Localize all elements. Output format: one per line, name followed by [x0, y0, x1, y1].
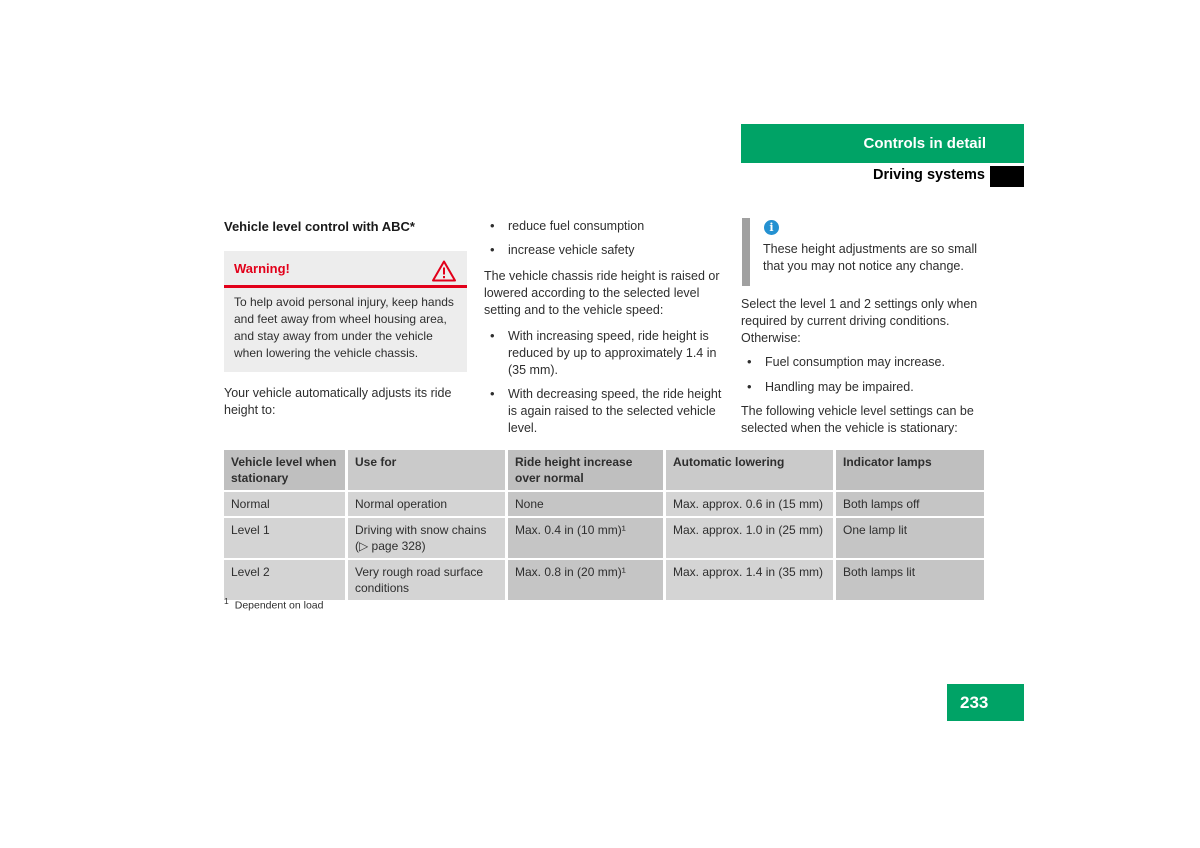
table-cell: Max. approx. 0.6 in (15 mm) — [666, 492, 833, 516]
header-black-tab — [990, 166, 1024, 187]
list-item-text: Handling may be impaired. — [765, 380, 914, 394]
table-cell: Normal — [224, 492, 345, 516]
warning-divider — [224, 285, 467, 288]
table-cell: Both lamps off — [836, 492, 984, 516]
table-header-cell: Ride height increase over normal — [508, 450, 663, 490]
info-icon: i — [764, 220, 779, 235]
subsection-title: Driving systems — [872, 167, 985, 183]
table-footnote — [224, 596, 323, 612]
info-note-text: These height adjustments are so small that you may not notice any change. — [763, 242, 977, 273]
topic-heading: Vehicle level control with ABC* — [224, 219, 415, 234]
bullet-icon: • — [490, 242, 495, 257]
info-note-bar — [742, 218, 750, 286]
bullet-icon: • — [747, 354, 752, 369]
list-item — [484, 328, 731, 379]
table-cell: Driving with snow chains (▷ page 328) — [348, 518, 505, 558]
level-select-paragraph: Select the level 1 and 2 settings only when required by current driving conditions. Otherwise: — [741, 297, 978, 345]
list-item — [741, 354, 987, 371]
table-cell: One lamp lit — [836, 518, 984, 558]
list-item-text: reduce fuel consumption — [508, 219, 645, 233]
table-cell: Max. approx. 1.4 in (35 mm) — [666, 560, 833, 600]
bullet-icon: • — [490, 328, 495, 343]
table-cell: Level 2 — [224, 560, 345, 600]
table-cell: Very rough road surface conditions — [348, 560, 505, 600]
table-header-cell: Automatic lowering — [666, 450, 833, 490]
bullet-icon: • — [490, 386, 495, 401]
warning-title: Warning! — [234, 261, 290, 276]
table-cell: Both lamps lit — [836, 560, 984, 600]
list-item — [741, 379, 987, 396]
list-item — [484, 386, 731, 437]
warning-triangle-icon — [431, 259, 457, 288]
table-header-cell: Use for — [348, 450, 505, 490]
list-item-text: With increasing speed, ride height is reduced by up to approximately 1.4 in (35 mm). — [508, 329, 717, 377]
bullet-icon: • — [747, 379, 752, 394]
table-header-cell: Indicator lamps — [836, 450, 984, 490]
list-item-text: Fuel consumption may increase. — [765, 355, 945, 369]
section-header-banner — [741, 124, 1024, 163]
vehicle-level-table — [224, 450, 984, 600]
footnote-text: Dependent on load — [234, 599, 324, 612]
table-header-cell: Vehicle level when stationary — [224, 450, 345, 490]
benefits-list — [484, 218, 729, 266]
table-cell: None — [508, 492, 663, 516]
page-number: 233 — [960, 692, 989, 712]
chassis-paragraph: The vehicle chassis ride height is raised or lowered according to the selected level setting and to the vehicle speed: — [484, 269, 720, 317]
table-cell: Normal operation — [348, 492, 505, 516]
table-cell: Max. 0.8 in (20 mm)¹ — [508, 560, 663, 600]
table-cell: Level 1 — [224, 518, 345, 558]
list-item — [484, 242, 729, 259]
table-cell: Max. approx. 1.0 in (25 mm) — [666, 518, 833, 558]
list-item-text: increase vehicle safety — [508, 243, 635, 257]
list-item-text: With decreasing speed, the ride height is again raised to the selected vehicle level. — [508, 387, 722, 435]
page-number-badge — [947, 684, 1024, 721]
bullet-icon: • — [490, 218, 495, 233]
speed-behavior-list — [484, 328, 731, 444]
warning-text: To help avoid personal injury, keep hands and feet away from wheel housing area, and stay away from under the vehicle when lowering the vehicle chassis. — [234, 295, 454, 360]
warning-box — [224, 251, 467, 372]
footnote-marker: 1 — [224, 596, 229, 606]
intro-paragraph: Your vehicle automatically adjusts its ride height to: — [224, 386, 452, 417]
table-intro-paragraph: The following vehicle level settings can be selected when the vehicle is stationary: — [741, 404, 974, 435]
section-title: Controls in detail — [863, 135, 986, 152]
table-cell: Max. 0.4 in (10 mm)¹ — [508, 518, 663, 558]
consequence-list — [741, 354, 987, 403]
list-item — [484, 218, 729, 235]
